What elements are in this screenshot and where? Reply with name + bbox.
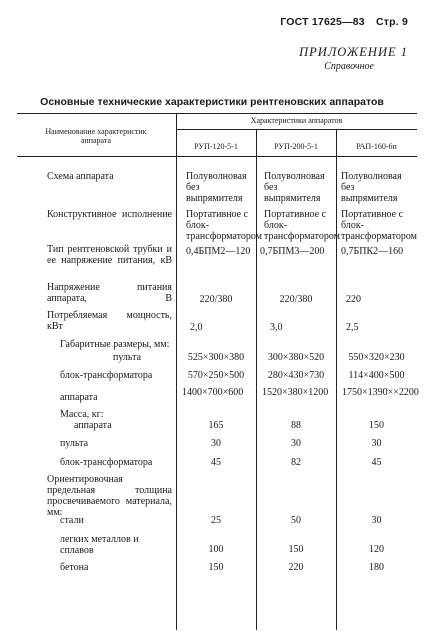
mass-app-col-3: 150 — [369, 420, 384, 431]
design-col-2: Портативное с блок-трансформатором — [264, 209, 340, 242]
model-3-header: РАП-160-6п — [356, 142, 397, 151]
standard-number: ГОСТ 17625—83 — [280, 16, 365, 28]
light-col-2: 150 — [288, 544, 304, 555]
concrete-col-3: 180 — [369, 562, 384, 573]
label-dims-app: аппарата — [60, 392, 98, 403]
label-thickness: Ориентировочная предельная толщина просвечиваемого материала, мм: — [47, 474, 172, 518]
mass-trans-col-3: 45 — [371, 457, 382, 468]
label-concrete: бетона — [60, 562, 89, 573]
label-steel: стали — [60, 515, 84, 526]
appendix-subtitle: Справочное — [324, 61, 374, 72]
label-light: легких металлов и сплавов — [60, 534, 139, 556]
page-number: Стр. 9 — [375, 16, 408, 28]
dims-app-col-3: 1750×1390××2200 — [342, 387, 419, 398]
dims-pult-col-3: 550×320×230 — [348, 352, 405, 363]
light-col-3: 120 — [369, 544, 384, 555]
header-bottom-rule — [17, 156, 417, 157]
dims-app-col-1: 1400×700×600 — [182, 387, 244, 398]
power-col-1: 2,0 — [190, 322, 203, 333]
mass-pult-col-2: 30 — [291, 438, 301, 449]
label-mass-pult: пульта — [60, 438, 89, 449]
label-mass-trans: блок-трансформатора — [60, 457, 153, 468]
table-top-rule — [17, 113, 417, 114]
mass-trans-col-2: 82 — [291, 457, 301, 468]
label-design: Конструктивное исполнение — [47, 209, 172, 220]
page-header — [280, 16, 408, 28]
steel-col-1: 25 — [211, 515, 221, 526]
model-header-rule — [176, 129, 417, 130]
mass-app-col-2: 88 — [291, 420, 301, 431]
label-dims: Габаритные размеры, мм: — [60, 339, 170, 350]
dims-app-col-2: 1520×380×1200 — [262, 387, 329, 398]
label-schema: Схема аппарата — [47, 171, 114, 182]
power-col-3: 2,5 — [346, 322, 359, 333]
table-title: Основные технические характеристики рентгеновских аппаратов — [40, 96, 384, 108]
dims-pult-col-2: 300×380×520 — [267, 352, 325, 363]
schema-col-3: Полуволновая без выпрямителя — [341, 171, 402, 204]
label-mass: Масса, кг: — [60, 409, 104, 420]
voltage-col-2: 220/380 — [279, 294, 313, 305]
label-tube: Тип рентгеновской трубки и ее напряжение питания, кВ — [47, 244, 172, 266]
label-dims-trans: блок-трансформатора — [60, 370, 153, 381]
label-power: Потребляемая мощность, кВт — [47, 310, 172, 332]
light-col-1: 100 — [208, 544, 224, 555]
label-dims-pult: пульта — [113, 352, 142, 363]
appendix-title: ПРИЛОЖЕНИЕ 1 — [299, 45, 408, 59]
tube-col-2: 0,7БПМ3—200 — [260, 246, 325, 257]
header-group-cell: Характеристики аппаратов — [250, 116, 343, 125]
mass-trans-col-1: 45 — [211, 457, 221, 468]
label-mass-app: аппарата — [74, 420, 112, 431]
tube-col-1: 0,4БПМ2—120 — [186, 246, 251, 257]
dims-pult-col-1: 525×300×380 — [187, 352, 245, 363]
dims-trans-col-2: 280×430×730 — [267, 370, 325, 381]
concrete-col-2: 220 — [288, 562, 304, 573]
tube-col-3: 0,7БПК2—160 — [341, 246, 404, 257]
design-col-3: Портативное с блок-трансформатором — [341, 209, 417, 242]
mass-pult-col-1: 30 — [211, 438, 221, 449]
schema-col-1: Полуволновая без выпрямителя — [186, 171, 247, 204]
dims-trans-col-3: 114×400×500 — [348, 370, 405, 381]
voltage-col-1: 220/380 — [199, 294, 233, 305]
mass-app-col-1: 165 — [208, 420, 224, 431]
dims-trans-col-1: 570×250×500 — [187, 370, 245, 381]
power-col-2: 3,0 — [270, 322, 283, 333]
concrete-col-1: 150 — [208, 562, 224, 573]
label-voltage: Напряжение питания аппарата, В — [47, 282, 172, 304]
voltage-col-3: 220 — [346, 294, 361, 305]
schema-col-2: Полуволновая без выпрямителя — [264, 171, 325, 204]
steel-col-2: 50 — [291, 515, 301, 526]
header-label-cell: Наименование характеристик аппарата — [45, 127, 147, 145]
mass-pult-col-3: 30 — [371, 438, 382, 449]
model-1-header: РУП-120-5-1 — [194, 142, 238, 151]
model-2-header: РУП-200-5-1 — [274, 142, 318, 151]
design-col-1: Портативное с блок-трансформатором — [186, 209, 262, 242]
steel-col-3: 30 — [371, 515, 382, 526]
